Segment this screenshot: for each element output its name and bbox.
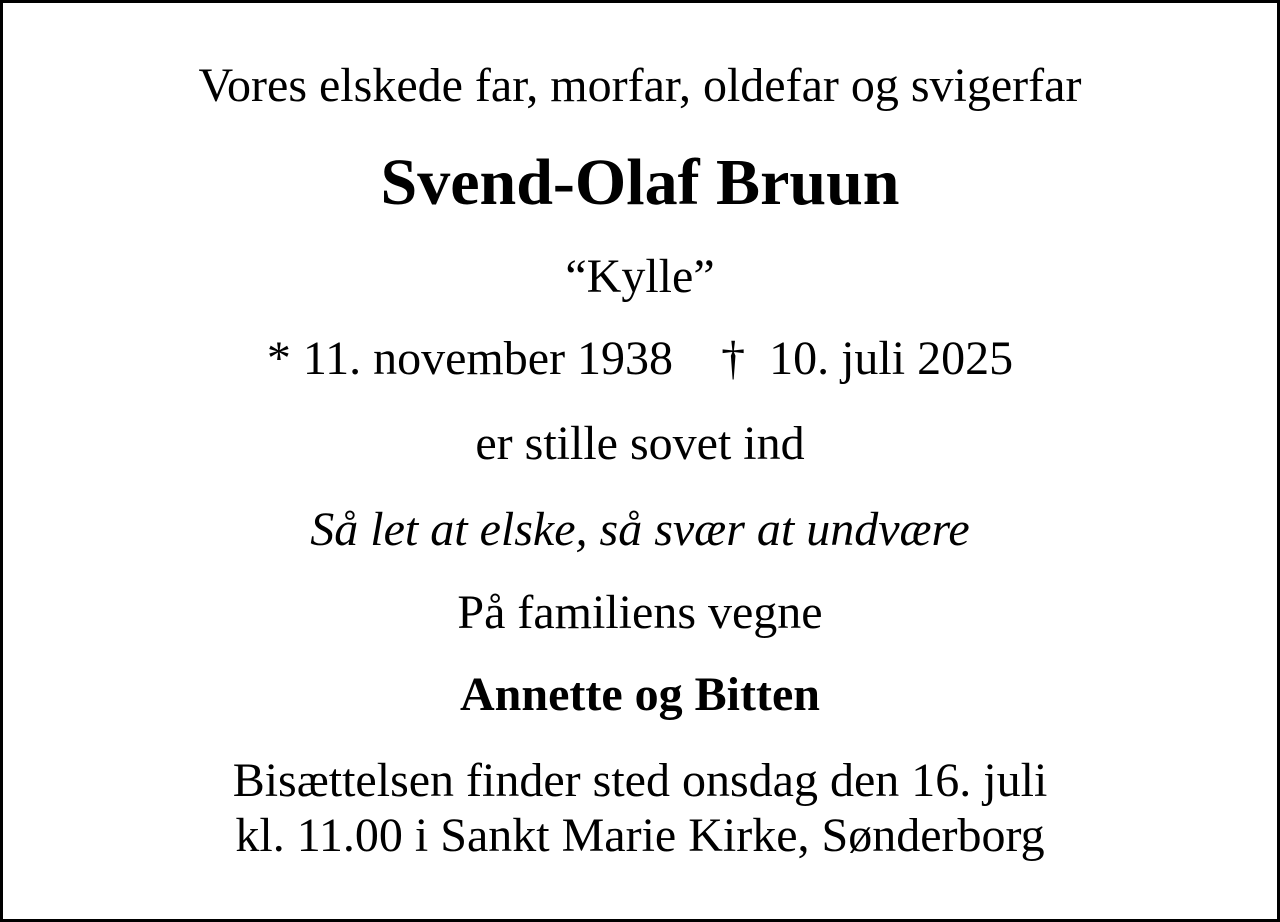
- signers: Annette og Bitten: [460, 668, 820, 721]
- death-symbol: †: [721, 332, 746, 385]
- on-behalf-line: På familiens vegne: [457, 586, 823, 639]
- deceased-name: Svend-Olaf Bruun: [380, 146, 900, 219]
- intro-line: Vores elskede far, morfar, oldefar og svigerfar: [198, 59, 1082, 112]
- birth-date: 11. november 1938: [302, 332, 674, 385]
- birth-symbol: *: [266, 332, 291, 385]
- funeral-info-line-2: kl. 11.00 i Sankt Marie Kirke, Sønderborg: [235, 809, 1045, 862]
- death-date: 10. juli 2025: [769, 332, 1014, 385]
- nickname: “Kylle”: [565, 250, 715, 303]
- memorial-quote: Så let at elske, så svær at undvære: [310, 503, 970, 556]
- life-dates: [0, 332, 1280, 385]
- funeral-info-line-1: Bisættelsen finder sted onsdag den 16. juli: [232, 754, 1048, 807]
- sleep-line: er stille sovet ind: [475, 417, 805, 470]
